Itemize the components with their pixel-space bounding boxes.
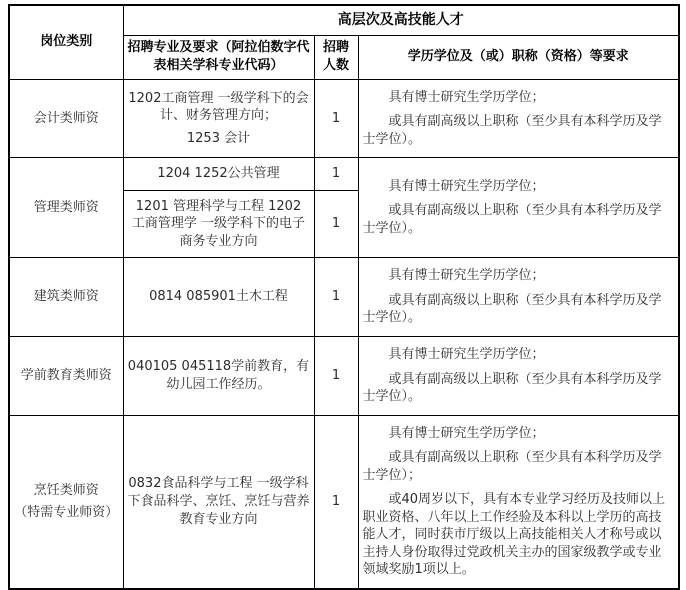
major-cell xyxy=(123,158,314,191)
header-degree-requirements: 学历学位及（或）职称（资格）等要求 xyxy=(358,35,679,79)
category-cell xyxy=(9,79,123,158)
header-group-title: 高层次及高技能人才 xyxy=(123,5,679,35)
major-cell xyxy=(123,258,314,337)
requirement-text: 具有博士研究生学历学位； xyxy=(388,268,545,284)
major-text: 040105 045118学前教育，有幼儿园工作经历。 xyxy=(127,359,310,392)
category-note: （特需专业师资） xyxy=(14,505,119,521)
major-text: 1204 1252公共管理 xyxy=(157,166,280,182)
category-label: 烹饪类师资 xyxy=(33,482,99,498)
requirement-text: 或40周岁以下，具有本专业学习经历及技师以上职业资格、八年以上工作经验及本科以上学历的高技能人才，同时获市厅级以上高技能相关人才称号或以主持人身份取得过党政机关主办的国家级教学或专业领域奖励1项以上。 xyxy=(362,492,666,578)
major-text: 1202工商管理 一级学科下的会计、财务管理方向； xyxy=(128,90,309,124)
requirement-text: 或具有副高级以上职称（至少具有本科学历及学士学位）。 xyxy=(362,371,662,405)
requirement-cell xyxy=(358,336,679,415)
requirement-cell xyxy=(358,158,679,258)
header-major-requirements: 招聘专业及要求（阿拉伯数字代表相关学科专业代码） xyxy=(123,35,314,79)
recruitment-table xyxy=(8,4,680,590)
category-label: 学前教育类师资 xyxy=(20,368,112,384)
requirement-cell xyxy=(358,79,679,158)
major-text: 0832食品科学与工程 一级学科下食品科学、烹饪、烹饪与营养教育专业方向 xyxy=(127,476,310,527)
requirement-text: 具有博士研究生学历学位； xyxy=(388,346,545,362)
category-cell xyxy=(9,415,123,589)
count-cell: 1 xyxy=(314,190,358,258)
major-text: 0814 085901土木工程 xyxy=(149,289,288,305)
table-row xyxy=(9,415,679,589)
category-label: 管理类师资 xyxy=(33,199,99,215)
count-cell: 1 xyxy=(314,158,358,191)
major-cell xyxy=(123,415,314,589)
count-cell: 1 xyxy=(314,336,358,415)
requirement-text: 或具有副高级以上职称（至少具有本科学历及学士学位）； xyxy=(362,450,662,483)
table-row xyxy=(9,258,679,337)
count-cell: 1 xyxy=(314,258,358,337)
requirement-cell xyxy=(358,415,679,589)
table-row xyxy=(9,79,679,158)
count-cell: 1 xyxy=(314,415,358,589)
major-text: 1201 管理科学与工程 1202 工商管理学 一级学科下的电子商务专业方向 xyxy=(131,198,306,249)
requirement-text: 具有博士研究生学历学位； xyxy=(388,89,545,105)
category-label: 建筑类师资 xyxy=(33,289,99,305)
major-cell xyxy=(123,79,314,158)
requirement-text: 或具有副高级以上职称（至少具有本科学历及学士学位）。 xyxy=(362,292,662,326)
table-row xyxy=(9,336,679,415)
major-cell xyxy=(123,336,314,415)
count-cell: 1 xyxy=(314,79,358,158)
category-cell xyxy=(9,336,123,415)
header-recruit-count: 招聘人数 xyxy=(314,35,358,79)
requirement-text: 或具有副高级以上职称（至少具有本科学历及学士学位）。 xyxy=(362,203,662,236)
requirement-text: 或具有副高级以上职称（至少具有本科学历及学士学位）。 xyxy=(362,114,662,147)
header-row-group xyxy=(9,5,679,35)
requirement-text: 具有博士研究生学历学位； xyxy=(388,178,545,194)
requirement-cell xyxy=(358,258,679,337)
category-cell xyxy=(9,158,123,258)
category-label: 会计类师资 xyxy=(33,110,99,126)
category-cell xyxy=(9,258,123,337)
requirement-text: 具有博士研究生学历学位； xyxy=(388,425,545,441)
major-cell xyxy=(123,190,314,258)
major-text: 1253 会计 xyxy=(186,130,251,146)
table-row xyxy=(9,158,679,191)
header-position-category: 岗位类别 xyxy=(9,5,123,79)
